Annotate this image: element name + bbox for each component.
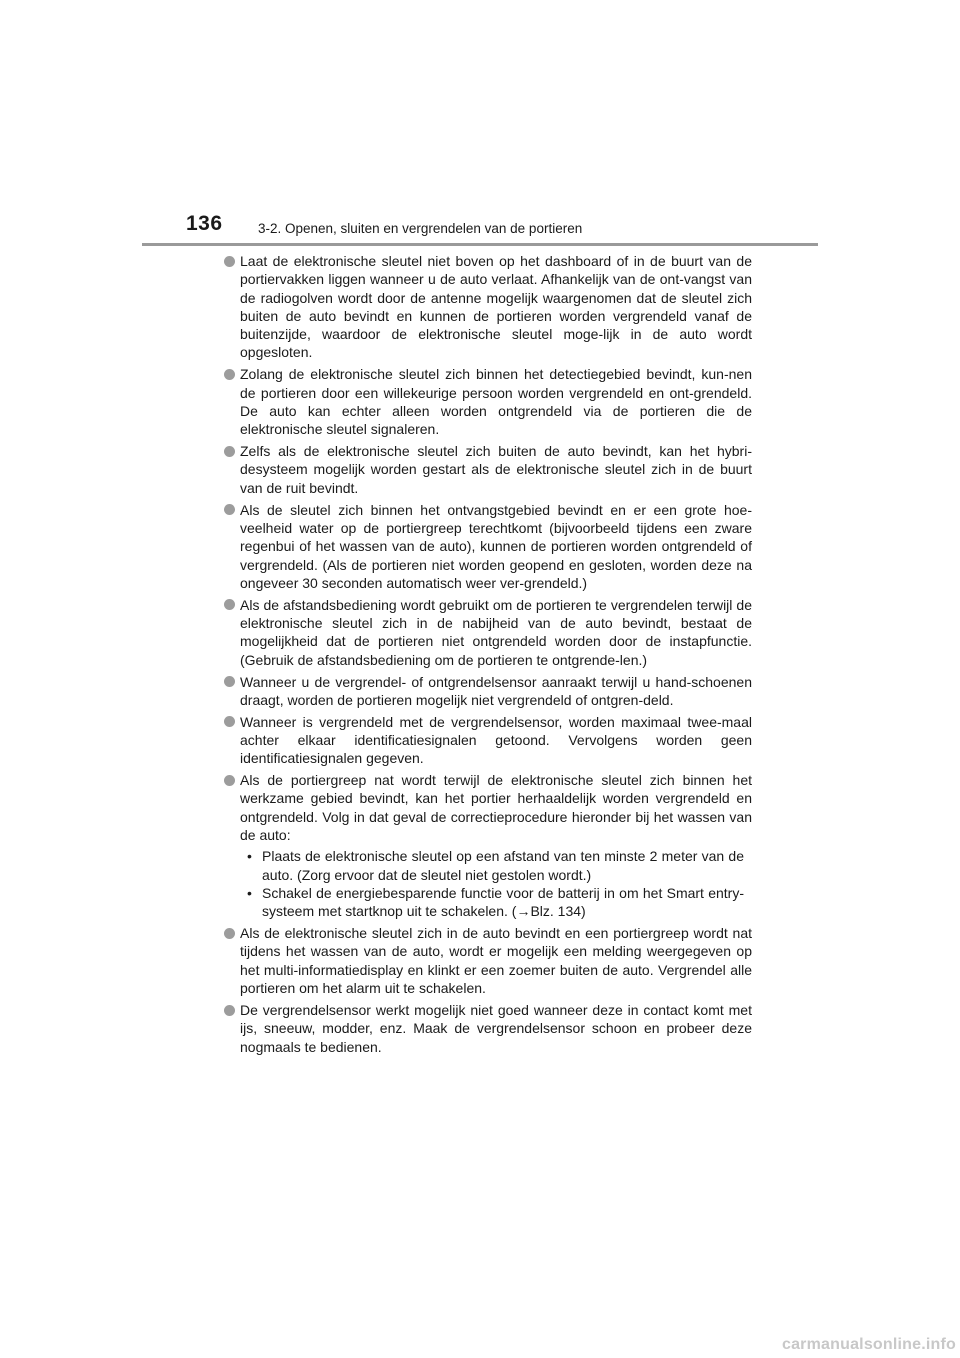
page-number: 136 [186,212,223,235]
bullet-icon [224,446,235,457]
list-item-text: Laat de elektronische sleutel niet boven op het dashboard of in de buurt van de portiervakken liggen wanneer u de auto verlaat. Afhankelijk van de ont-vangst van de radiogolven wordt door de antenne mogelijk waargenomen dat de sleutel zich buiten de auto bevindt en kunnen de portieren worden vergrendeld vanaf de buitenzijde, waardoor de elektronische sleutel moge-lijk in de auto wordt opgesloten. [240,253,752,361]
bullet-icon [224,928,235,939]
list-item-text: Wanneer u de vergrendel- of ontgrendelsensor aanraakt terwijl u hand-schoenen draagt, worden de portieren mogelijk niet vergrendeld of ontgren-deld. [240,673,752,708]
notes-list [222,252,752,1059]
list-item-text: Als de portiergreep nat wordt terwijl de elektronische sleutel zich binnen het werkzame gebied bevindt, kan het portier herhaaldelijk worden vergrendeld en ontgrendeld. Volg in dat geval de correctieprocedure hieronder bij het wassen van de auto: [240,772,752,844]
list-item [222,501,752,592]
list-item [222,365,752,438]
small-bullet-icon: • [247,884,252,901]
list-item-text: Als de sleutel zich binnen het ontvangstgebied bevindt en er een grote hoe-veelheid water op de portiergreep terechtkomt (bijvoorbeeld tijdens een zware regenbui of het wassen van de auto), kunnen de portieren worden ontgrendeld of vergrendeld. (Als de portieren niet worden geopend en gesloten, worden deze na ongeveer 30 seconden automatisch weer ver-grendeld.) [240,501,752,591]
list-item [222,596,752,669]
bullet-icon [224,504,235,515]
sub-list-item [240,884,752,921]
bullet-icon [224,676,235,687]
site-watermark: carmanualsonline.info [781,1336,956,1353]
list-item [222,924,752,997]
list-item [222,1001,752,1056]
sub-list-item-text: Schakel de energiebesparende functie voor de batterij in om het Smart entry-systeem met startknop uit te schakelen. (→Blz. 134) [262,884,744,920]
list-item [222,252,752,362]
sub-list-item [240,847,752,884]
bullet-icon [224,716,235,727]
list-item-text: Als de elektronische sleutel zich in de auto bevindt en een portiergreep wordt nat tijdens het wassen van de auto, wordt er mogelijk een melding weergegeven op het multi-informatiedisplay en klinkt er een zoemer buiten de auto. Vergrendel alle portieren om het alarm uit te schakelen. [240,925,752,997]
list-item-text: Zelfs als de elektronische sleutel zich buiten de auto bevindt, kan het hybri-desysteem mogelijk worden gestart als de elektronische sleutel zich in de buurt van de ruit bevindt. [240,443,752,496]
list-item-text: Zolang de elektronische sleutel zich binnen het detectiegebied bevindt, kun-nen de portieren door een willekeurige persoon worden vergrendeld en ont-grendeld. De auto kan echter alleen worden ontgrendeld via de portieren die de elektronische sleutel signaleren. [240,366,752,438]
section-title: 3-2. Openen, sluiten en vergrendelen van de portieren [258,221,583,236]
bullet-icon [224,599,235,610]
list-item [222,673,752,710]
bullet-icon [224,369,235,380]
list-item-text: Als de afstandsbediening wordt gebruikt om de portieren te vergrendelen terwijl de elektronische sleutel zich in de nabijheid van de auto bevindt, bestaat de mogelijkheid dat de portieren niet ontgrendeld worden door de instapfunctie. (Gebruik de afstandsbediening om de portieren te ontgrende-len.) [240,596,752,668]
bullet-icon [224,256,235,267]
bullet-icon [224,1005,235,1016]
bullet-icon [224,775,235,786]
header-divider [142,243,818,246]
list-item [222,771,752,920]
list-item [222,713,752,768]
list-item [222,442,752,497]
list-item-text: Wanneer is vergrendeld met de vergrendelsensor, worden maximaal twee-maal achter elkaar identificatiesignalen getoond. Vervolgens worden geen identificatiesignalen gegeven. [240,713,752,767]
sub-list [240,847,752,920]
small-bullet-icon: • [247,848,252,865]
page-header [0,0,960,250]
list-item-text: De vergrendelsensor werkt mogelijk niet goed wanneer deze in contact komt met ijs, sneeuw, modder, enz. Maak de vergrendelsensor schoon en probeer deze nogmaals te bedienen. [240,1001,752,1055]
sub-list-item-text: Plaats de elektronische sleutel op een afstand van ten minste 2 meter van de auto. (Zorg ervoor dat de sleutel niet gestolen wordt.) [262,848,744,883]
